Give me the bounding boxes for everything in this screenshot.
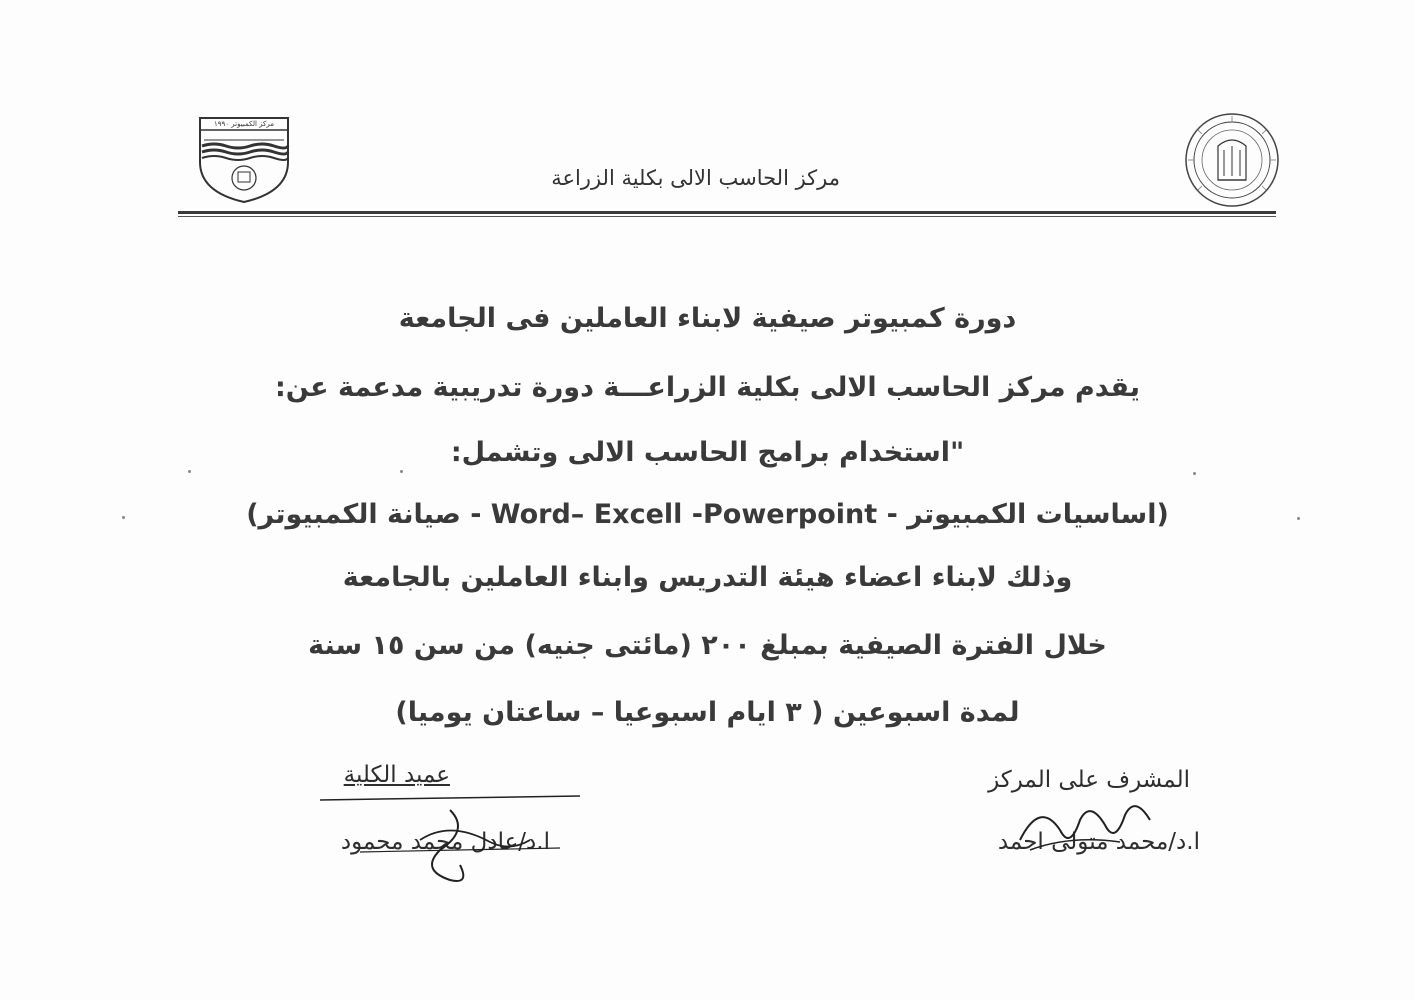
announcement-line: وذلك لابناء اعضاء هيئة التدريس وابناء العاملين بالجامعة xyxy=(342,562,1073,593)
logo-text: مركز الكمبيوتر ١٩٩٠ xyxy=(214,120,274,128)
dean-name: ا.د/عادل محمد محمود xyxy=(340,829,550,855)
dean-signature-icon xyxy=(300,770,600,890)
announcement-line: خلال الفترة الصيفية بمبلغ ٢٠٠ (مائتى جنيه) من سن ١٥ سنة xyxy=(308,630,1107,661)
scan-speck xyxy=(400,470,403,473)
announcement-line: (اساسيات الكمبيوتر - Word– Excell -Powerpoint - صيانة الكمبيوتر) xyxy=(246,499,1169,530)
announcement-line: لمدة اسبوعين ( ٣ ايام اسبوعيا – ساعتان يوميا) xyxy=(395,697,1020,728)
computer-center-emblem-icon xyxy=(196,114,292,204)
supervisor-title: المشرف على المركز xyxy=(988,767,1190,793)
scan-speck xyxy=(122,516,125,519)
announcement-line: "استخدام برامج الحاسب الالى وتشمل: xyxy=(450,437,965,468)
supervisor-signature-icon xyxy=(1010,780,1160,870)
scan-speck xyxy=(1193,472,1196,475)
dean-title: عميد الكلية xyxy=(343,762,450,788)
university-faculty-seal-icon xyxy=(1178,110,1286,210)
supervisor-name: ا.د/محمد متولى احمد xyxy=(997,829,1200,855)
announcement-line: يقدم مركز الحاسب الالى بكلية الزراعـــة دورة تدريبية مدعمة عن: xyxy=(275,372,1140,403)
header-divider-thin xyxy=(178,216,1276,217)
header-title: مركز الحاسب الالى بكلية الزراعة xyxy=(551,166,840,190)
scan-speck xyxy=(188,470,191,473)
scan-speck xyxy=(1297,517,1300,520)
announcement-title: دورة كمبيوتر صيفية لابناء العاملين فى الجامعة xyxy=(398,303,1017,334)
header-divider xyxy=(178,211,1276,214)
